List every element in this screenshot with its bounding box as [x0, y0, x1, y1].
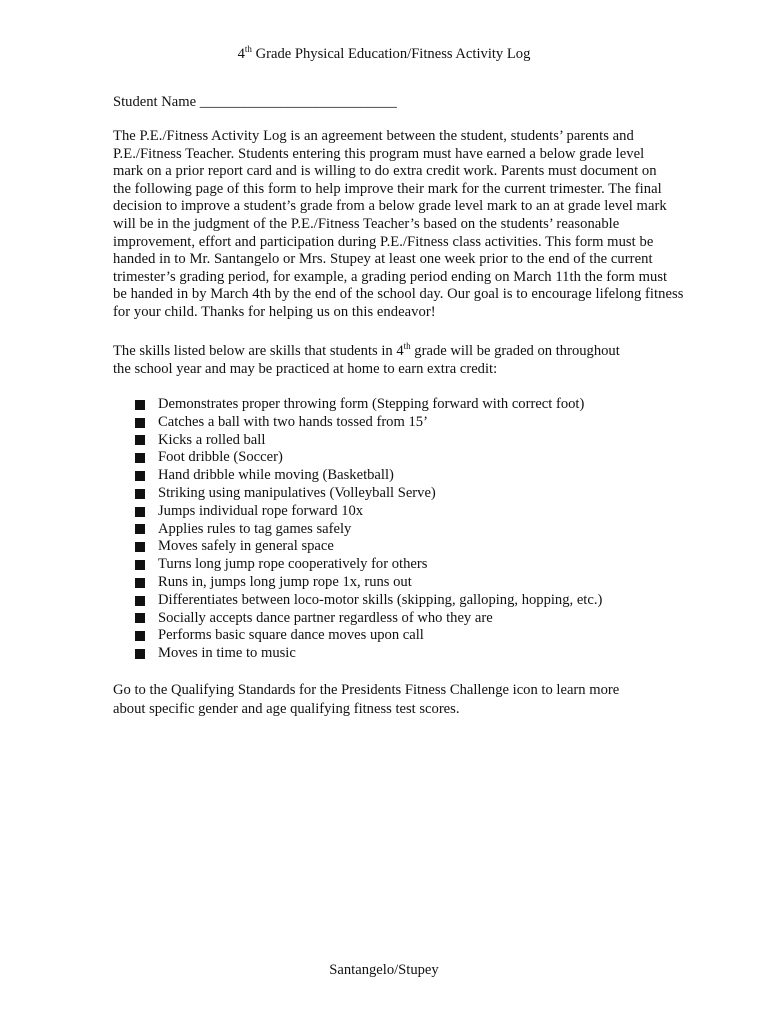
skill-item	[135, 414, 602, 432]
skill-item	[135, 432, 602, 450]
skill-label: Moves safely in general space	[158, 538, 334, 555]
skill-label: Performs basic square dance moves upon call	[158, 627, 424, 644]
skill-label: Striking using manipulatives (Volleyball Serve)	[158, 484, 436, 501]
skills-intro-prefix: The skills listed below are skills that students in 4	[113, 343, 404, 359]
skills-list	[135, 396, 602, 663]
square-bullet-icon	[135, 524, 145, 534]
intro-line: for your child. Thanks for helping us on this endeavor!	[113, 303, 436, 320]
intro-line: handed in to Mr. Santangelo or Mrs. Stupey at least one week prior to the end of the current	[113, 251, 653, 268]
intro-line: improvement, effort and participation during P.E./Fitness class activities. This form must be	[113, 233, 654, 250]
skill-item	[135, 574, 602, 592]
intro-line: mark on a prior report card and is willing to do extra credit work. Parents must document on	[113, 163, 657, 180]
skill-label: Jumps individual rope forward 10x	[158, 502, 364, 519]
square-bullet-icon	[135, 631, 145, 641]
intro-line: The P.E./Fitness Activity Log is an agreement between the student, students’ parents and	[113, 128, 634, 144]
square-bullet-icon	[135, 435, 145, 445]
square-bullet-icon	[135, 453, 145, 463]
square-bullet-icon	[135, 649, 145, 659]
title-grade-number: 4	[237, 46, 245, 62]
closing-paragraph	[113, 681, 713, 719]
skill-label: Runs in, jumps long jump rope 1x, runs out	[158, 573, 412, 590]
skill-item	[135, 503, 602, 521]
skill-item	[135, 592, 602, 610]
intro-line: will be in the judgment of the P.E./Fitness Teacher’s based on the students’ reasonable	[113, 215, 620, 232]
title-grade-suffix: th	[244, 44, 252, 55]
closing-line: about specific gender and age qualifying fitness test scores.	[113, 701, 460, 717]
page-title	[0, 44, 768, 64]
skill-label: Applies rules to tag games safely	[158, 520, 352, 537]
skill-item	[135, 556, 602, 574]
skill-item	[135, 645, 602, 663]
intro-line: decision to improve a student’s grade from a below grade level mark to an at grade level mark	[113, 198, 667, 215]
square-bullet-icon	[135, 400, 145, 410]
intro-line: P.E./Fitness Teacher. Students entering this program must have earned a below grade level	[113, 145, 645, 162]
skill-label: Differentiates between loco-motor skills (skipping, galloping, hopping, etc.)	[158, 591, 603, 608]
skill-label: Turns long jump rope cooperatively for others	[158, 556, 428, 573]
skill-label: Foot dribble (Soccer)	[158, 449, 283, 466]
square-bullet-icon	[135, 489, 145, 499]
square-bullet-icon	[135, 418, 145, 428]
student-name-field[interactable]: Student Name ___________________________	[113, 94, 397, 110]
square-bullet-icon	[135, 596, 145, 606]
skill-label: Catches a ball with two hands tossed from 15’	[158, 413, 428, 430]
skill-item	[135, 627, 602, 645]
skills-intro-paragraph	[113, 342, 713, 378]
skills-intro-line-2: the school year and may be practiced at home to earn extra credit:	[113, 361, 498, 377]
title-text: Grade Physical Education/Fitness Activity Log	[251, 46, 531, 62]
skill-label: Kicks a rolled ball	[158, 431, 266, 448]
square-bullet-icon	[135, 560, 145, 570]
skill-item	[135, 467, 602, 485]
intro-paragraph	[113, 128, 703, 322]
intro-line: the following page of this form to help improve their mark for the current trimester. The final	[113, 180, 662, 197]
closing-line: Go to the Qualifying Standards for the Presidents Fitness Challenge icon to learn more	[113, 682, 620, 698]
skill-label: Socially accepts dance partner regardless of who they are	[158, 609, 493, 626]
square-bullet-icon	[135, 471, 145, 481]
page-footer: Santangelo/Stupey	[329, 962, 439, 978]
skill-item	[135, 485, 602, 503]
square-bullet-icon	[135, 613, 145, 623]
square-bullet-icon	[135, 507, 145, 517]
skills-intro-grade-suffix: th	[403, 341, 411, 352]
intro-line: be handed in by March 4th by the end of the school day. Our goal is to encourage lifelong fitness	[113, 286, 684, 303]
skill-item	[135, 538, 602, 556]
square-bullet-icon	[135, 542, 145, 552]
skill-item	[135, 610, 602, 628]
skills-intro-line-1	[113, 342, 713, 360]
skills-intro-rest: grade will be graded on throughout	[410, 343, 620, 359]
skill-label: Moves in time to music	[158, 645, 296, 662]
skill-label: Demonstrates proper throwing form (Stepping forward with correct foot)	[158, 396, 585, 412]
square-bullet-icon	[135, 578, 145, 588]
intro-line: trimester’s grading period, for example, a grading period ending on March 11th the form must	[113, 268, 668, 285]
skill-item	[135, 449, 602, 467]
skill-item	[135, 396, 602, 414]
skill-label: Hand dribble while moving (Basketball)	[158, 467, 394, 484]
skill-item	[135, 521, 602, 539]
